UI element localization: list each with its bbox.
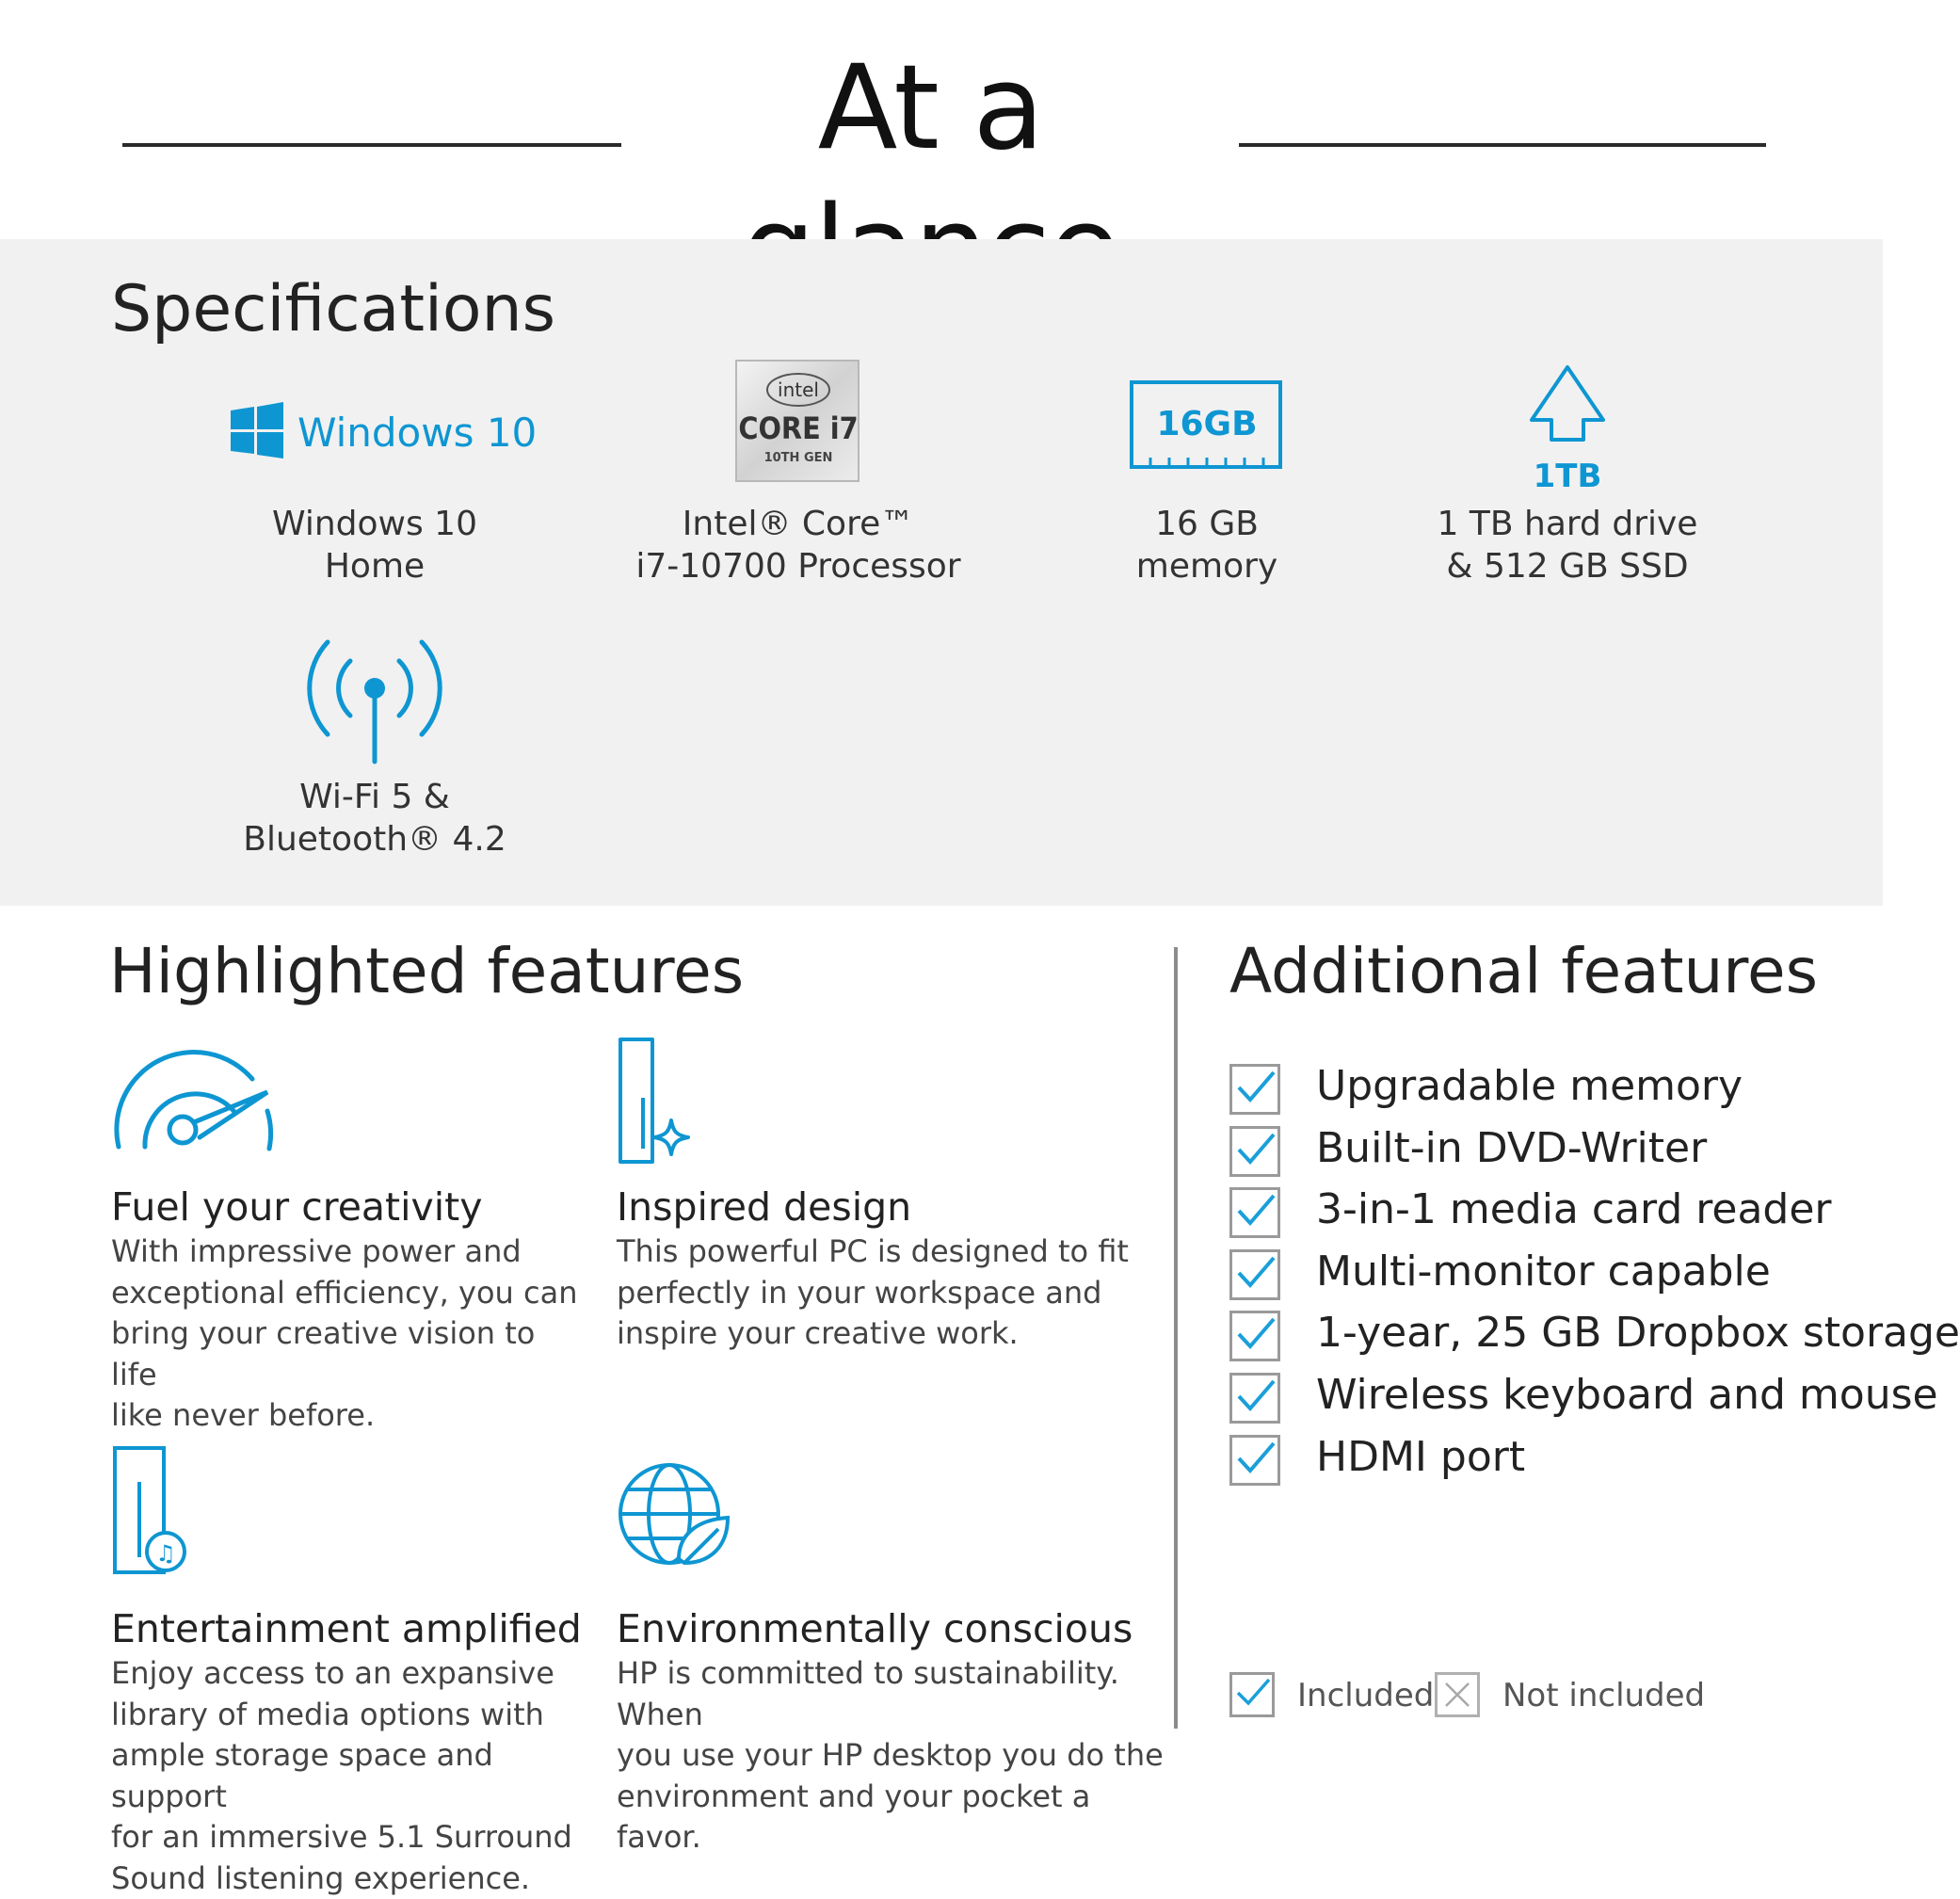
- spec-memory: [1019, 343, 1395, 587]
- feature-fuel-creativity-line: With impressive power and: [111, 1231, 582, 1273]
- additional-feature-item: [1229, 1180, 1851, 1242]
- specifications-panel: [0, 239, 1883, 906]
- feature-inspired-design-line: perfectly in your workspace and: [617, 1273, 1172, 1314]
- spec-wireless: [186, 635, 563, 861]
- additional-features-title: Additional features: [1229, 934, 1818, 1009]
- spec-wireless-line2: Bluetooth® 4.2: [186, 818, 563, 861]
- intel-gen-text: 10TH GEN: [764, 451, 833, 465]
- header-rule-left: [122, 143, 621, 147]
- checkbox-checked-icon: [1229, 1435, 1280, 1486]
- feature-inspired-design-line: This powerful PC is designed to fit: [617, 1231, 1172, 1273]
- spec-memory-line1: 16 GB: [1019, 503, 1395, 545]
- feature-environmental: [617, 1461, 1172, 1859]
- feature-environmental-line: HP is committed to sustainability. When: [617, 1653, 1172, 1735]
- additional-features-list: [1229, 1056, 1851, 1489]
- windows-logo-text: Windows 10: [297, 410, 537, 456]
- checkbox-legend: [1229, 1672, 1794, 1719]
- spec-os-line2: Home: [186, 545, 563, 587]
- spec-processor-line2: i7-10700 Processor: [610, 545, 987, 587]
- page-header: [0, 0, 1883, 239]
- spec-wireless-line1: Wi-Fi 5 &: [186, 776, 563, 818]
- additional-feature-item: [1229, 1056, 1851, 1118]
- storage-icon-text: 1TB: [1534, 458, 1602, 495]
- page-title: At a: [621, 38, 1239, 320]
- wireless-antenna-icon: [186, 635, 563, 776]
- checkbox-checked-icon: [1229, 1187, 1280, 1238]
- spec-os: [186, 343, 563, 587]
- checkbox-checked-icon: [1229, 1311, 1280, 1361]
- intel-brand-text: intel: [778, 378, 819, 401]
- spec-storage: [1379, 343, 1756, 587]
- feature-environmental-title: Environmentally conscious: [617, 1604, 1172, 1653]
- checkbox-checked-icon: [1229, 1249, 1280, 1300]
- checkbox-checked-icon: [1229, 1126, 1280, 1177]
- spec-os-line1: Windows 10: [186, 503, 563, 545]
- feature-entertainment-line: for an immersive 5.1 Surround: [111, 1817, 582, 1859]
- additional-feature-item: [1229, 1242, 1851, 1304]
- storage-upload-icon: [1379, 343, 1756, 503]
- additional-feature-label: Wireless keyboard and mouse: [1316, 1367, 1938, 1424]
- legend-included-label: Included: [1297, 1672, 1434, 1719]
- feature-fuel-creativity: [111, 1041, 582, 1437]
- section-divider: [1174, 947, 1178, 1729]
- feature-fuel-creativity-line: like never before.: [111, 1395, 582, 1437]
- spec-memory-line2: memory: [1019, 545, 1395, 587]
- spec-storage-line1: 1 TB hard drive: [1379, 503, 1756, 545]
- legend-not-included-label: Not included: [1502, 1672, 1705, 1719]
- feature-fuel-creativity-line: bring your creative vision to life: [111, 1313, 582, 1395]
- feature-fuel-creativity-line: exceptional efficiency, you can: [111, 1273, 582, 1314]
- feature-inspired-design-title: Inspired design: [617, 1183, 1172, 1231]
- intel-core-i7-badge-icon: [610, 343, 987, 503]
- additional-feature-label: HDMI port: [1316, 1429, 1525, 1486]
- checkbox-checked-icon: [1229, 1373, 1280, 1424]
- additional-feature-label: Multi-monitor capable: [1316, 1244, 1771, 1300]
- feature-environmental-line: environment and your pocket a favor.: [617, 1777, 1172, 1859]
- additional-feature-label: 3-in-1 media card reader: [1316, 1182, 1832, 1238]
- feature-inspired-design: [617, 1036, 1172, 1355]
- feature-inspired-design-line: inspire your creative work.: [617, 1313, 1172, 1355]
- windows-logo-icon: [186, 343, 563, 503]
- spec-processor-line1: Intel® Core™: [610, 503, 987, 545]
- intel-core-text: CORE i7: [738, 410, 858, 446]
- additional-feature-label: 1-year, 25 GB Dropbox storage: [1316, 1305, 1960, 1361]
- tower-sparkle-icon: [617, 1036, 1172, 1183]
- feature-fuel-creativity-title: Fuel your creativity: [111, 1183, 582, 1231]
- feature-entertainment: [111, 1444, 582, 1899]
- feature-entertainment-line: ample storage space and support: [111, 1735, 582, 1817]
- memory-icon-text: 16GB: [1156, 405, 1257, 443]
- feature-environmental-line: you use your HP desktop you do the: [617, 1735, 1172, 1777]
- additional-feature-item: [1229, 1427, 1851, 1489]
- checkbox-checked-icon: [1229, 1064, 1280, 1115]
- additional-feature-item: [1229, 1365, 1851, 1427]
- globe-leaf-icon: [617, 1461, 1172, 1604]
- highlighted-features-title: Highlighted features: [109, 934, 744, 1009]
- additional-feature-item: [1229, 1118, 1851, 1181]
- feature-entertainment-line: Sound listening experience.: [111, 1859, 582, 1899]
- speedometer-icon: [111, 1041, 582, 1183]
- legend-not-included-icon: [1435, 1672, 1480, 1717]
- additional-feature-item: [1229, 1303, 1851, 1365]
- header-rule-right: [1239, 143, 1766, 147]
- memory-module-icon: [1019, 343, 1395, 503]
- additional-feature-label: Built-in DVD-Writer: [1316, 1120, 1707, 1177]
- svg-text:♫: ♫: [155, 1540, 176, 1567]
- additional-feature-label: Upgradable memory: [1316, 1058, 1743, 1115]
- spec-storage-line2: & 512 GB SSD: [1379, 545, 1756, 587]
- spec-processor: [610, 343, 987, 587]
- feature-entertainment-line: library of media options with: [111, 1695, 582, 1736]
- feature-entertainment-line: Enjoy access to an expansive: [111, 1653, 582, 1695]
- legend-included-icon: [1229, 1672, 1275, 1717]
- feature-entertainment-title: Entertainment amplified: [111, 1604, 582, 1653]
- specifications-title: Specifications: [111, 267, 555, 352]
- tower-music-icon: [111, 1444, 582, 1604]
